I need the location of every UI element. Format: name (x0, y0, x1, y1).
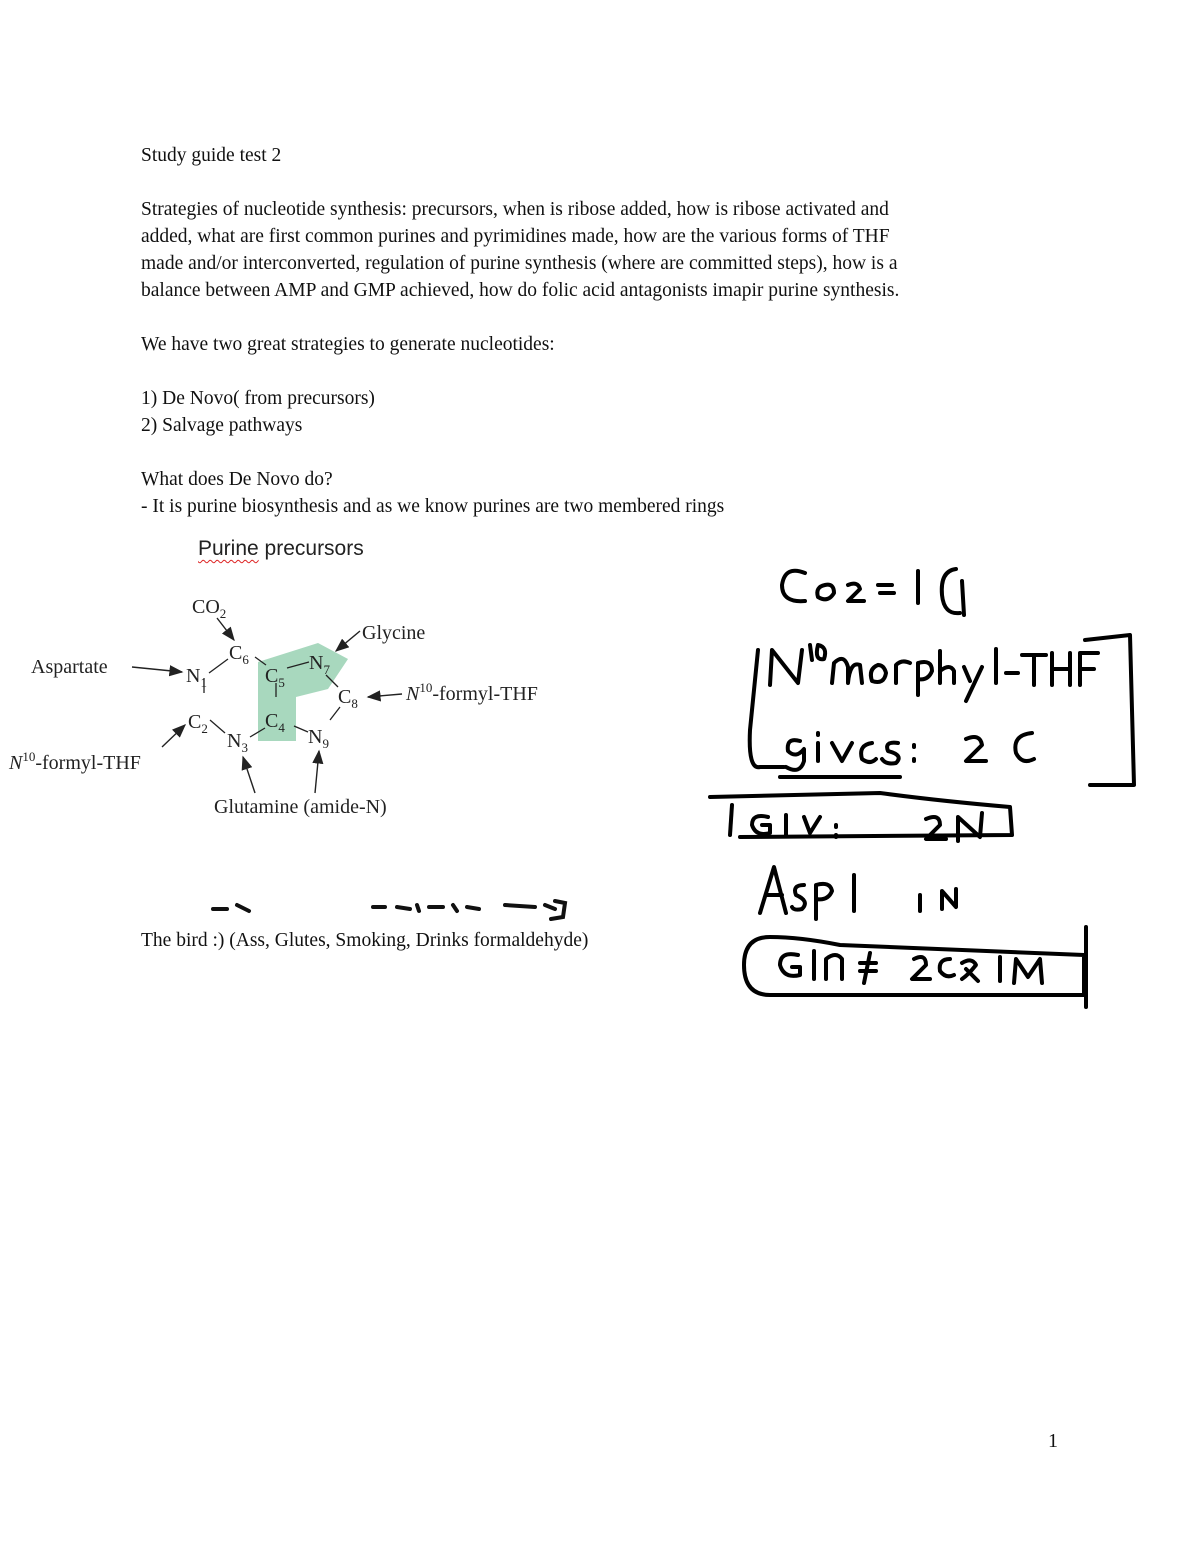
handwritten-notes (700, 555, 1150, 1025)
aspartate-label: Aspartate (31, 656, 108, 678)
list-item: 1) De Novo( from precursors) (141, 388, 375, 409)
co2-label: $CO_2$ (192, 596, 227, 621)
intro-line: Strategies of nucleotide synthesis: precursors, when is ribose added, how is ribose activated and (141, 199, 889, 220)
question-line: What does De Novo do? (141, 469, 333, 490)
purine-precursors-diagram (0, 585, 600, 825)
cropped-handwriting-remnant (205, 895, 585, 925)
atom-c6: $C_6$ (229, 642, 249, 667)
glycine-label: Glycine (362, 622, 426, 644)
glutamine-label: Glutamine (amide-N) (214, 796, 387, 818)
note-glutamate (710, 793, 1012, 841)
page-number: 1 (1048, 1430, 1058, 1452)
figure-heading-word: Purine (198, 537, 259, 560)
n10-formyl-thf-label-left: $N^{10}-formyl$-THF (9, 749, 141, 774)
atom-n9: $N_9$ (308, 726, 329, 751)
intro-line: added, what are first common purines and pyrimidines made, how are the various forms of THF (141, 226, 890, 247)
atom-c8: $C_8$ (338, 686, 358, 711)
figure-heading (198, 537, 364, 561)
note-glycine (780, 733, 1034, 777)
answer-line: - It is purine biosynthesis and as we know purines are two membered rings (141, 496, 725, 517)
note-bracket-left (750, 650, 784, 767)
atom-n1: $N_1$ (186, 665, 207, 690)
note-glutamine (744, 927, 1086, 1007)
intro-line: made and/or interconverted, regulation of purine synthesis (where are committed steps), how is a (141, 253, 898, 274)
list-item: 2) Salvage pathways (141, 415, 303, 436)
atom-n3: $N_3$ (227, 730, 248, 755)
strategies-sentence: We have two great strategies to generate nucleotides: (141, 334, 555, 355)
doc-title: Study guide test 2 (141, 145, 282, 166)
n10-formyl-thf-label-right: $N^{10}-formyl$-THF (406, 680, 538, 705)
note-aspartate (760, 867, 956, 919)
atom-c4: $C_4$ (265, 710, 285, 735)
atom-c2: $C_2$ (188, 711, 208, 736)
atom-c5: $C_5$ (265, 665, 285, 690)
atom-n7: $N_7$ (309, 652, 330, 677)
note-n10-formyl (770, 645, 1098, 701)
figure-heading-word: precursors (258, 537, 364, 560)
mnemonic-line: The bird :) (Ass, Glutes, Smoking, Drinks formaldehyde) (141, 930, 589, 951)
note-co2 (782, 569, 964, 615)
note-bracket-right (1085, 635, 1134, 785)
intro-line: balance between AMP and GMP achieved, how do folic acid antagonists imapir purine synthesis. (141, 280, 900, 301)
